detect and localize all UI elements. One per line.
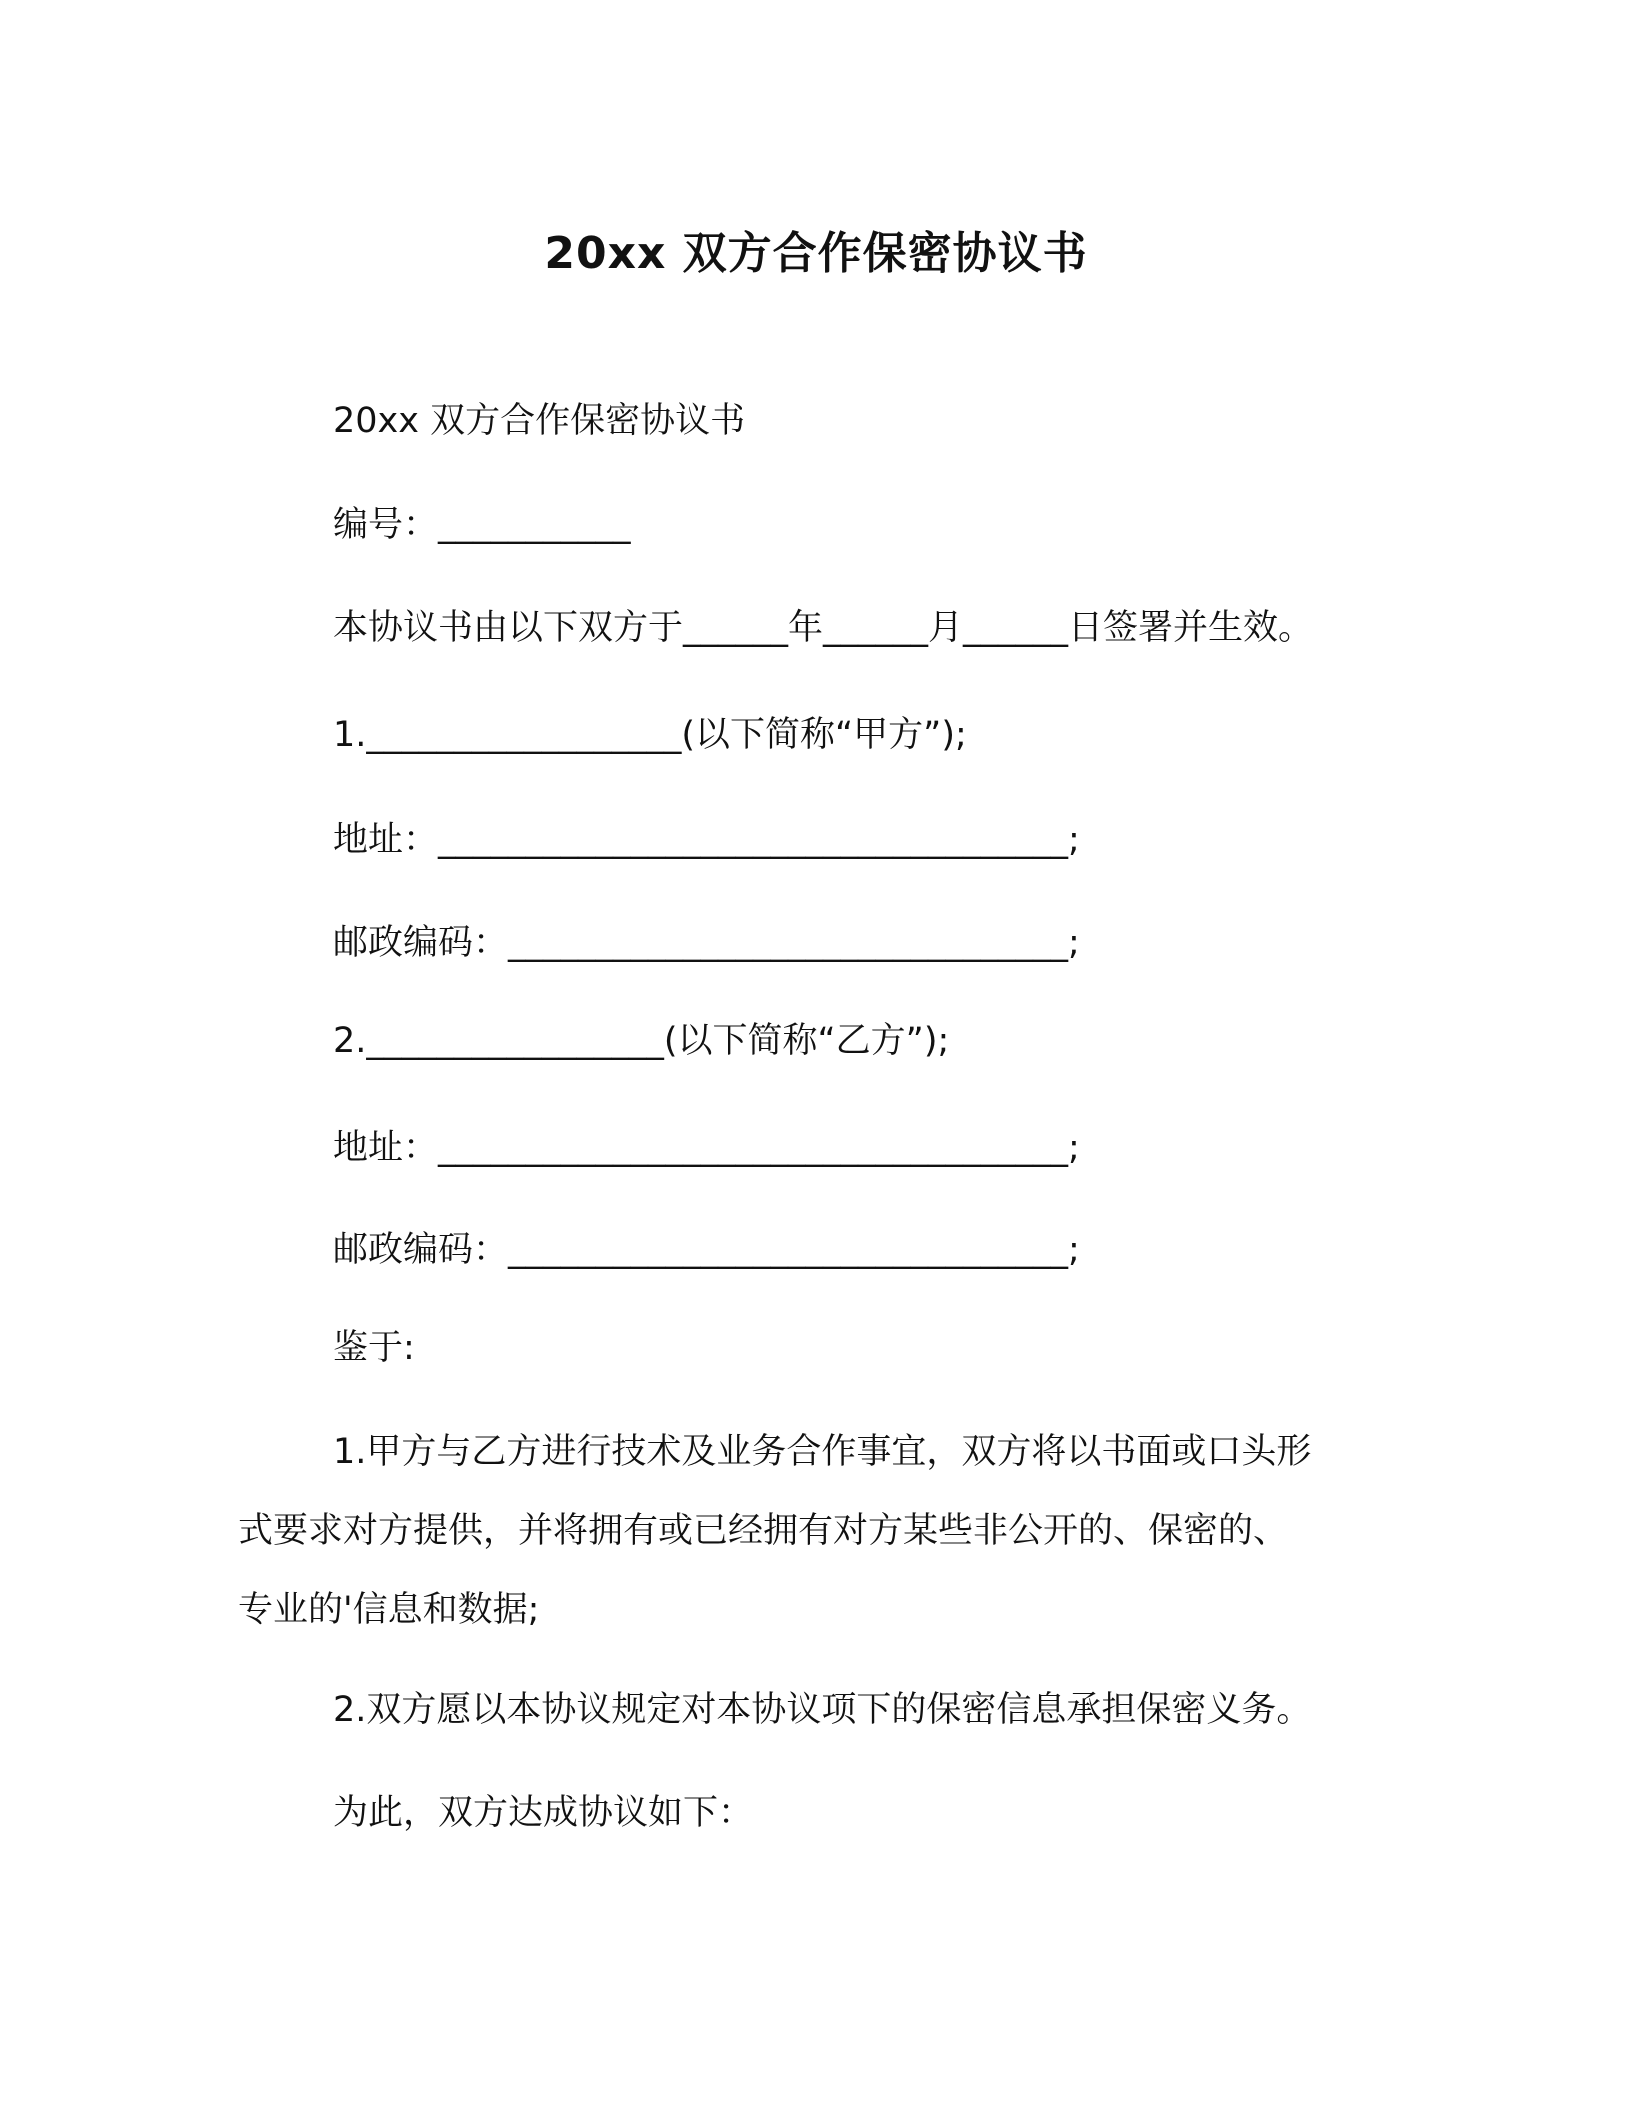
document-subtitle: 20xx 双方合作保密协议书 [333, 401, 746, 441]
party-a-name-line: 1.__________________(以下简称“甲方”); [333, 715, 967, 755]
party-a-address-line: 地址：____________________________________; [333, 820, 1080, 860]
party-b-name-line: 2._________________(以下简称“乙方”); [333, 1021, 950, 1061]
document-title: 20xx 双方合作保密协议书 [544, 228, 1088, 279]
whereas-1-line-3: 专业的'信息和数据; [238, 1590, 540, 1630]
number-line: 编号：___________ [333, 505, 631, 545]
whereas-1-line-1: 1.甲方与乙方进行技术及业务合作事宜，双方将以书面或口头形 [333, 1432, 1312, 1472]
party-b-postcode-line: 邮政编码：________________________________; [333, 1230, 1080, 1270]
whereas-label: 鉴于: [333, 1328, 415, 1368]
sign-date-line: 本协议书由以下双方于______年______月______日签署并生效。 [333, 608, 1314, 648]
whereas-1-line-2: 式要求对方提供，并将拥有或已经拥有对方某些非公开的、保密的、 [238, 1511, 1289, 1551]
whereas-2-line: 2.双方愿以本协议规定对本协议项下的保密信息承担保密义务。 [333, 1690, 1312, 1730]
party-b-address-line: 地址：____________________________________; [333, 1128, 1080, 1168]
agreement-intro-line: 为此，双方达成协议如下： [333, 1793, 754, 1833]
party-a-postcode-line: 邮政编码：________________________________; [333, 923, 1080, 963]
